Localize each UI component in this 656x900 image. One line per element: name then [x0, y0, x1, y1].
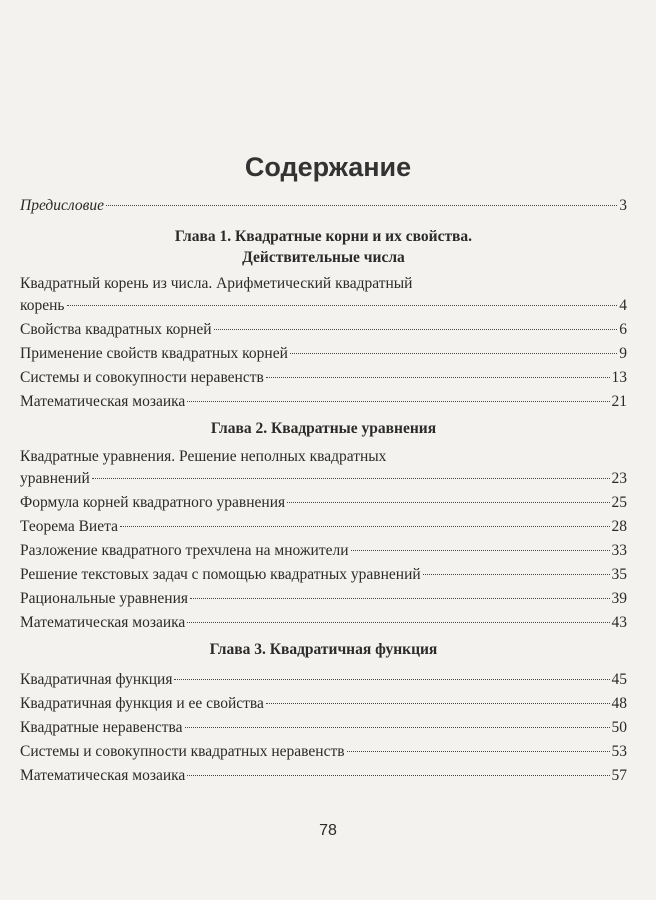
- entry-label: Системы и совокупности квадратных неравенств: [20, 743, 345, 760]
- chapter-heading: [20, 226, 627, 268]
- entry-page: 50: [611, 719, 627, 736]
- toc-entry: [20, 587, 627, 611]
- entry-label: корень: [20, 297, 65, 314]
- page-title: Содержание: [244, 152, 412, 182]
- entry-page: 9: [619, 345, 627, 362]
- entry-page: 39: [611, 590, 627, 607]
- toc-entry: [20, 692, 627, 716]
- toc-entry: [20, 366, 627, 390]
- chapter-heading-line: Глава 1. Квадратные корни и их свойства.: [174, 228, 473, 245]
- toc-entry: [20, 563, 627, 587]
- entry-label-line: Квадратный корень из числа. Арифметический квадратный: [20, 275, 413, 292]
- entry-page: 25: [611, 494, 627, 511]
- chapter-heading-line: Глава 3. Квадратичная функция: [209, 641, 438, 658]
- entry-page: 13: [611, 369, 627, 386]
- entry-page: 6: [619, 321, 627, 338]
- toc-entry: [20, 515, 627, 539]
- entry-label: Применение свойств квадратных корней: [20, 345, 288, 362]
- page-number: 78: [319, 822, 337, 839]
- entry-label: Квадратные неравенства: [20, 719, 183, 736]
- dot-leader: [187, 775, 609, 776]
- dot-leader: [423, 574, 610, 575]
- entry-page: 21: [611, 393, 627, 410]
- entry-label: Свойства квадратных корней: [20, 321, 212, 338]
- toc-entry: [20, 539, 627, 563]
- dot-leader: [67, 305, 618, 306]
- toc-entry: [20, 740, 627, 764]
- entry-label: Математическая мозаика: [20, 767, 186, 784]
- entry-page: 28: [611, 518, 627, 535]
- entry-page: 57: [611, 767, 627, 784]
- entry-label: Математическая мозаика: [20, 614, 186, 631]
- entry-page: 4: [619, 297, 627, 314]
- dot-leader: [92, 478, 610, 479]
- entry-label: уравнений: [20, 470, 90, 487]
- toc-entry-preface: [20, 194, 627, 218]
- toc-entry: [20, 294, 627, 318]
- entry-label: Системы и совокупности неравенств: [20, 369, 264, 386]
- chapter-heading-line: Глава 2. Квадратные уравнения: [210, 420, 437, 437]
- toc-entry: [20, 390, 627, 414]
- entry-page: 43: [611, 614, 627, 631]
- dot-leader: [120, 526, 610, 527]
- entry-page: 33: [611, 542, 627, 559]
- dot-leader: [266, 377, 610, 378]
- entry-label: Математическая мозаика: [20, 393, 186, 410]
- toc-entry: [20, 342, 627, 366]
- entry-label: Предисловие: [20, 197, 104, 214]
- toc-entry: [20, 611, 627, 635]
- entry-page: 23: [611, 470, 627, 487]
- entry-page: 3: [619, 197, 627, 214]
- entry-label: Теорема Виета: [20, 518, 118, 535]
- entry-label: Разложение квадратного трехчлена на множители: [20, 542, 349, 559]
- dot-leader: [287, 502, 609, 503]
- dot-leader: [190, 598, 609, 599]
- toc-entry: [20, 467, 627, 491]
- entry-page: 45: [611, 671, 627, 688]
- table-of-contents: [20, 194, 627, 788]
- entry-label: Решение текстовых задач с помощью квадратных уравнений: [20, 566, 421, 583]
- dot-leader: [214, 329, 618, 330]
- entry-label: Рациональные уравнения: [20, 590, 189, 607]
- entry-label: Квадратичная функция и ее свойства: [20, 695, 264, 712]
- entry-page: 48: [611, 695, 627, 712]
- chapter-heading: [20, 418, 627, 439]
- chapter-heading-line: Действительные числа: [242, 249, 405, 266]
- toc-entry: [20, 318, 627, 342]
- dot-leader: [290, 353, 617, 354]
- dot-leader: [351, 550, 610, 551]
- entry-page: 53: [611, 743, 627, 760]
- toc-entry: [20, 491, 627, 515]
- dot-leader: [347, 751, 610, 752]
- chapter-heading: [20, 639, 627, 660]
- dot-leader: [187, 401, 609, 402]
- toc-entry: [20, 764, 627, 788]
- toc-entry: [20, 716, 627, 740]
- entry-label: Формула корней квадратного уравнения: [20, 494, 286, 511]
- dot-leader: [266, 703, 610, 704]
- dot-leader: [185, 727, 610, 728]
- toc-entry: [20, 668, 627, 692]
- entry-label-line: Квадратные уравнения. Решение неполных квадратных: [20, 448, 387, 465]
- dot-leader: [187, 622, 609, 623]
- entry-label: Квадратичная функция: [20, 671, 173, 688]
- entry-page: 35: [611, 566, 627, 583]
- dot-leader: [174, 679, 609, 680]
- dot-leader: [106, 205, 617, 206]
